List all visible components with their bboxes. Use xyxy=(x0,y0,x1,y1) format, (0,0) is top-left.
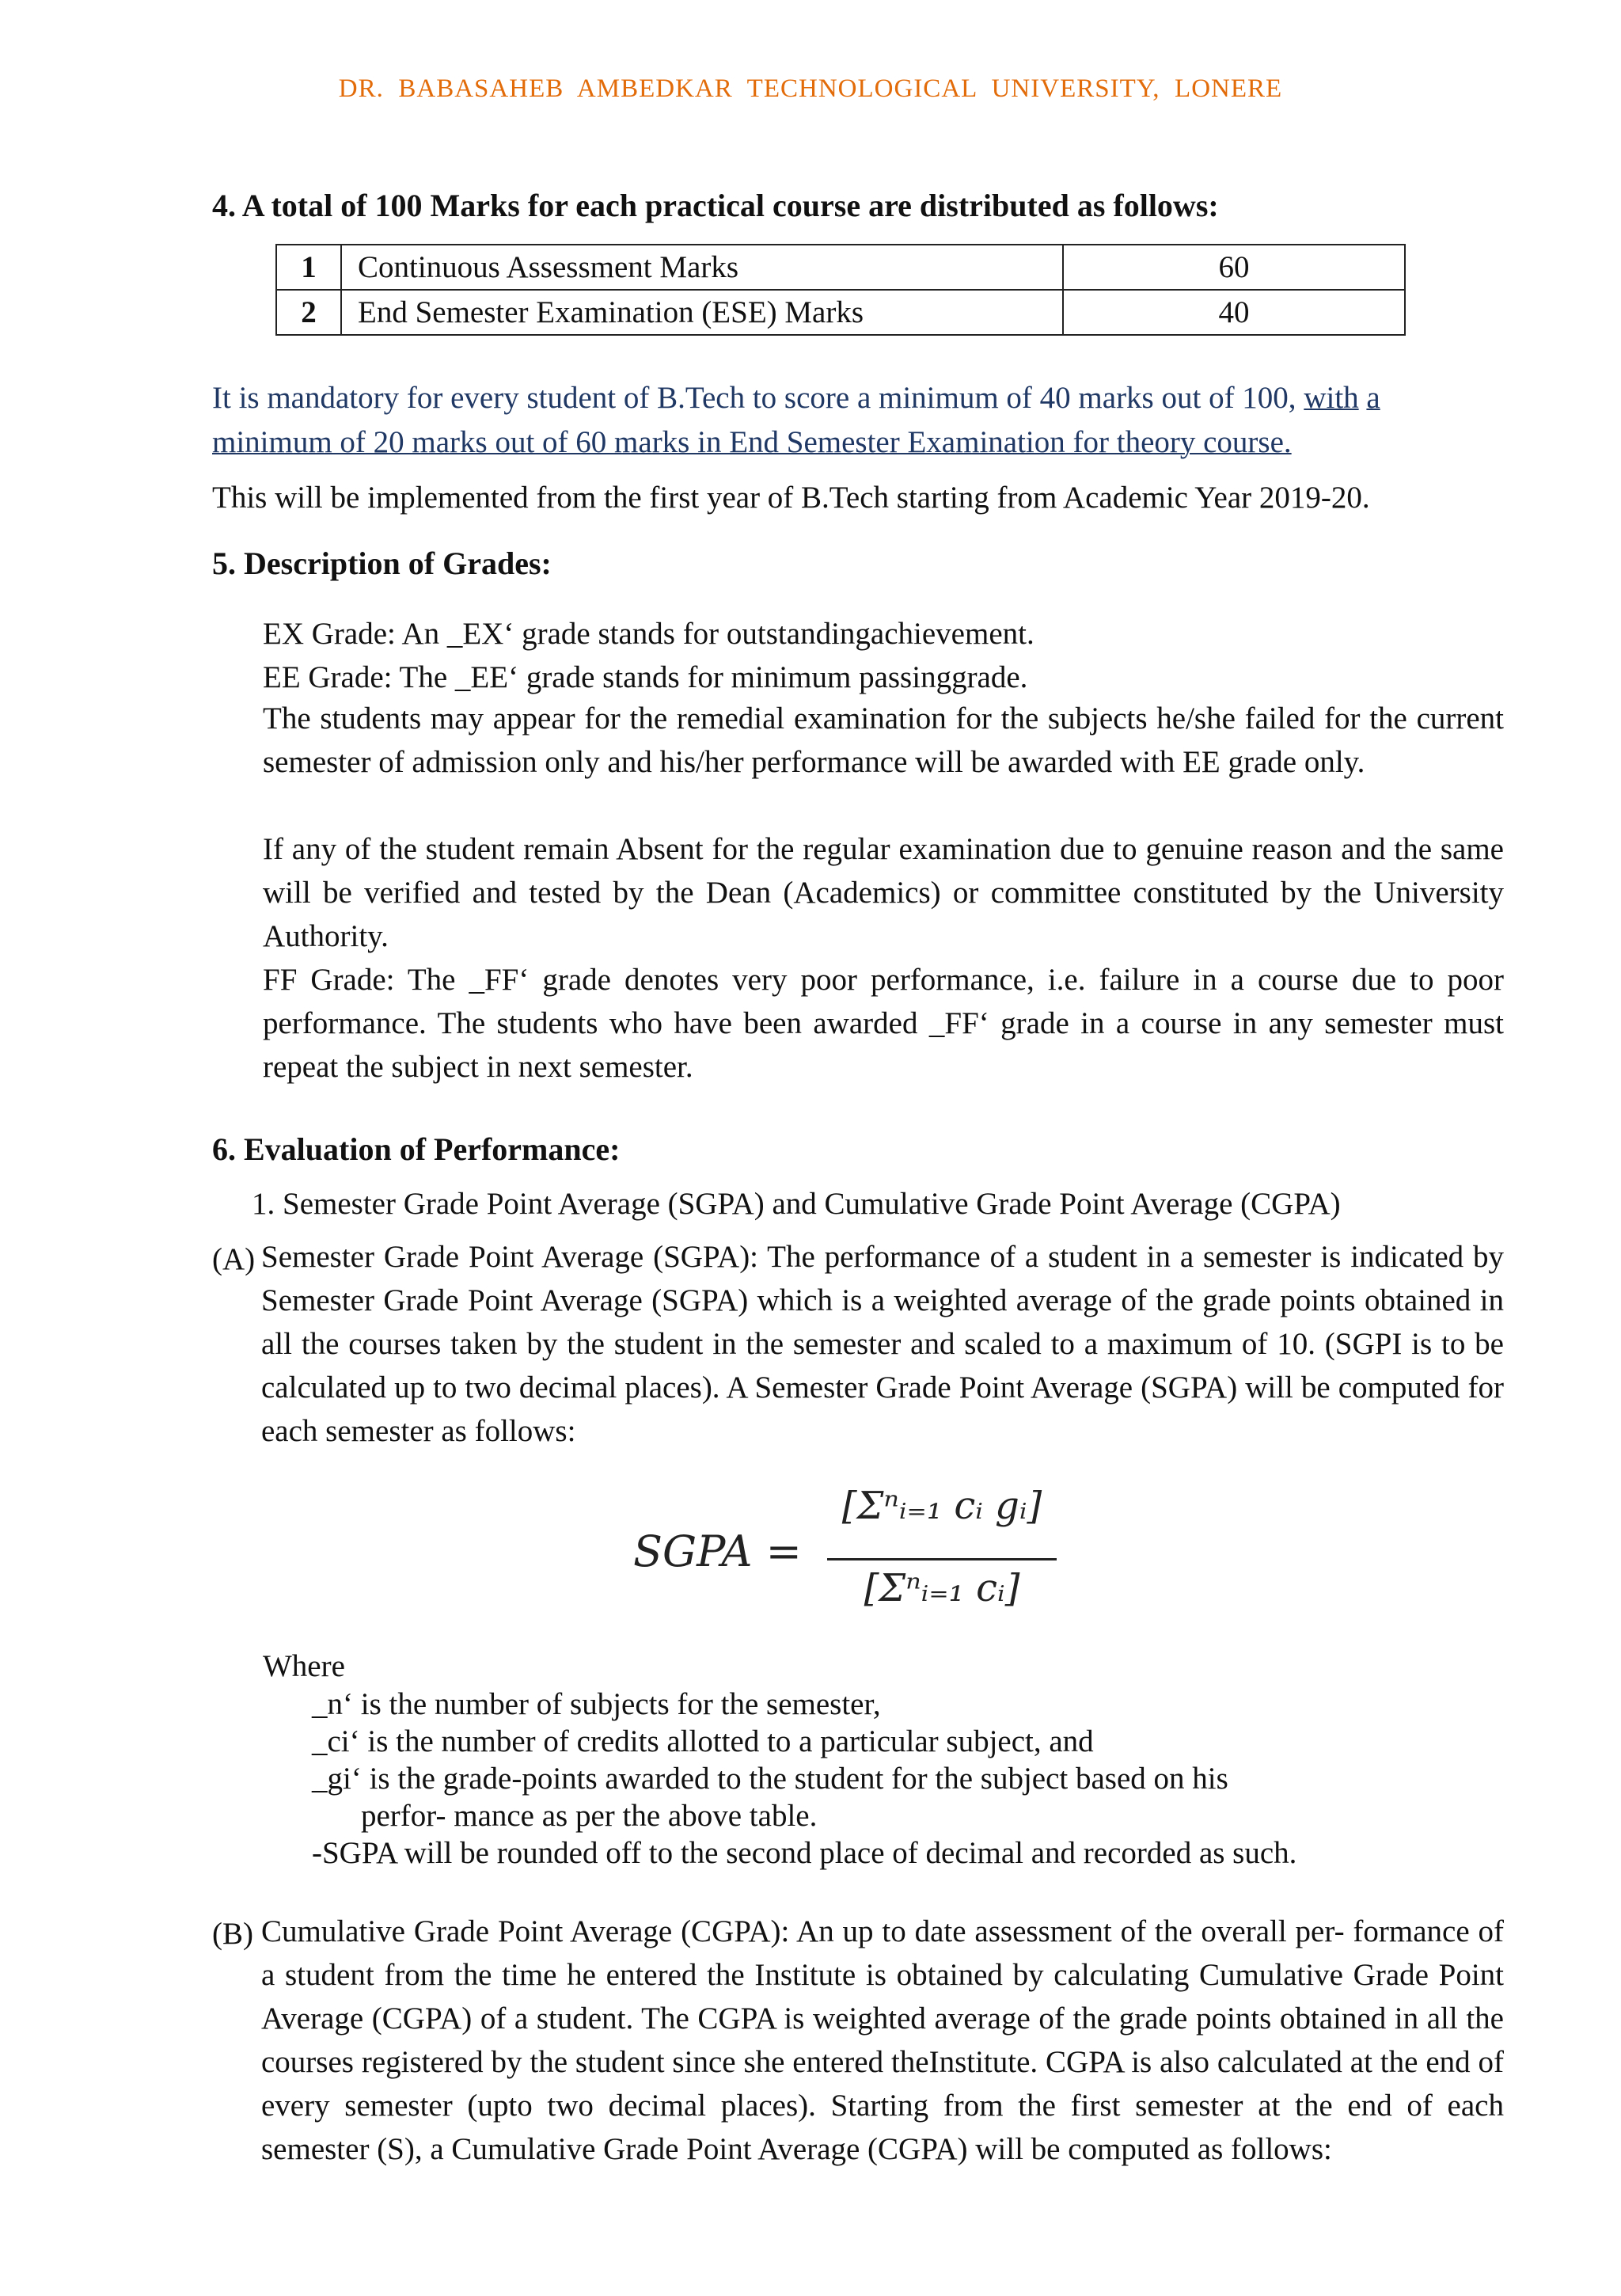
mandatory-a: a xyxy=(1366,381,1380,415)
section-4-heading: 4. A total of 100 Marks for each practical course are distributed as follows: xyxy=(212,188,1219,223)
table-row xyxy=(276,290,1405,335)
grade-ff-paragraph: FF Grade: The _FF‘ grade denotes very poor performance, i.e. failure in a course due to poor performance. The students who have been awarded _FF‘ grade in a course in any semester must repeat the subject in next semester. xyxy=(263,963,1504,1084)
remedial-paragraph: The students may appear for the remedial examination for the subjects he/she failed for the current semester of admission only and his/her performance will be awarded with EE grade only. xyxy=(263,701,1504,779)
university-header: DR. BABASAHEB AMBEDKAR TECHNOLOGICAL UNIVERSITY, LONERE xyxy=(338,74,1283,103)
where-ci: _ci‘ is the number of credits allotted to a particular subject, and xyxy=(312,1724,1094,1758)
row-number: 2 xyxy=(276,290,341,335)
formula-numerator: [Σⁿᵢ₌₁ cᵢ gᵢ] xyxy=(841,1484,1042,1528)
row-value: 60 xyxy=(1063,245,1405,290)
row-value: 40 xyxy=(1063,290,1405,335)
row-number: 1 xyxy=(276,245,341,290)
cgpa-label: (B) xyxy=(212,1917,253,1951)
mandatory-note-line2: minimum of 20 marks out of 60 marks in End Semester Examination for theory course. xyxy=(212,425,1292,459)
formula-denominator: [Σⁿᵢ₌₁ cᵢ] xyxy=(864,1566,1020,1610)
mandatory-text: It is mandatory for every student of B.Tech to score a minimum of 40 marks out of 100, xyxy=(212,381,1304,415)
grade-ex: EX Grade: An _EX‘ grade stands for outstandingachievement. xyxy=(263,617,1034,651)
evaluation-item-1: 1. Semester Grade Point Average (SGPA) and Cumulative Grade Point Average (CGPA) xyxy=(252,1187,1341,1221)
sgpa-rounding-note: -SGPA will be rounded off to the second place of decimal and recorded as such. xyxy=(312,1836,1297,1870)
section-6-heading: 6. Evaluation of Performance: xyxy=(212,1131,621,1167)
sgpa-label: (A) xyxy=(212,1242,256,1276)
absent-paragraph: If any of the student remain Absent for the regular examination due to genuine reason and the same will be verified and tested by the Dean (Academics) or committee constituted by the University Authority. xyxy=(263,832,1504,953)
where-gi: _gi‘ is the grade-points awarded to the student for the subject based on his xyxy=(312,1762,1228,1796)
where-n: _n‘ is the number of subjects for the semester, xyxy=(312,1687,881,1721)
grade-ee: EE Grade: The _EE‘ grade stands for minimum passinggrade. xyxy=(263,660,1028,694)
formula-lhs: SGPA = xyxy=(633,1526,802,1576)
row-label: Continuous Assessment Marks xyxy=(341,245,1063,290)
mandatory-note-line1 xyxy=(212,380,1380,416)
cgpa-paragraph: Cumulative Grade Point Average (CGPA): An up to date assessment of the overall per- formance of a student from the time he entered the Institute is obtained by calculating Cumulative Grade Point Average (CGPA) of a student. The CGPA is weighted average of the grade points obtained in all the courses registered by the student since she entered theInstitute. CGPA is also calculated at the end of every semester (upto two decimal places). Starting from the first semester at the end of each semester (S), a Cumulative Grade Point Average (CGPA) will be computed as follows: xyxy=(261,1914,1504,2166)
sgpa-formula xyxy=(633,1481,1061,1639)
section-5-heading: 5. Description of Grades: xyxy=(212,545,552,581)
where-label: Where xyxy=(263,1649,345,1683)
fraction-bar xyxy=(827,1558,1057,1560)
where-gi-continued: perfor- mance as per the above table. xyxy=(361,1799,818,1833)
implementation-note: This will be implemented from the first year of B.Tech starting from Academic Year 2019-20. xyxy=(212,481,1370,515)
marks-distribution-table xyxy=(275,244,1406,336)
row-label: End Semester Examination (ESE) Marks xyxy=(341,290,1063,335)
mandatory-with: with xyxy=(1304,381,1359,415)
sgpa-paragraph: Semester Grade Point Average (SGPA): The performance of a student in a semester is indicated by Semester Grade Point Average (SGPA) which is a weighted average of the grade points obtained in all the courses taken by the student in the semester and scaled to a maximum of 10. (SGPI is to be calculated up to two decimal places). A Semester Grade Point Average (SGPA) will be computed for each semester as follows: xyxy=(261,1240,1504,1448)
table-row xyxy=(276,245,1405,290)
